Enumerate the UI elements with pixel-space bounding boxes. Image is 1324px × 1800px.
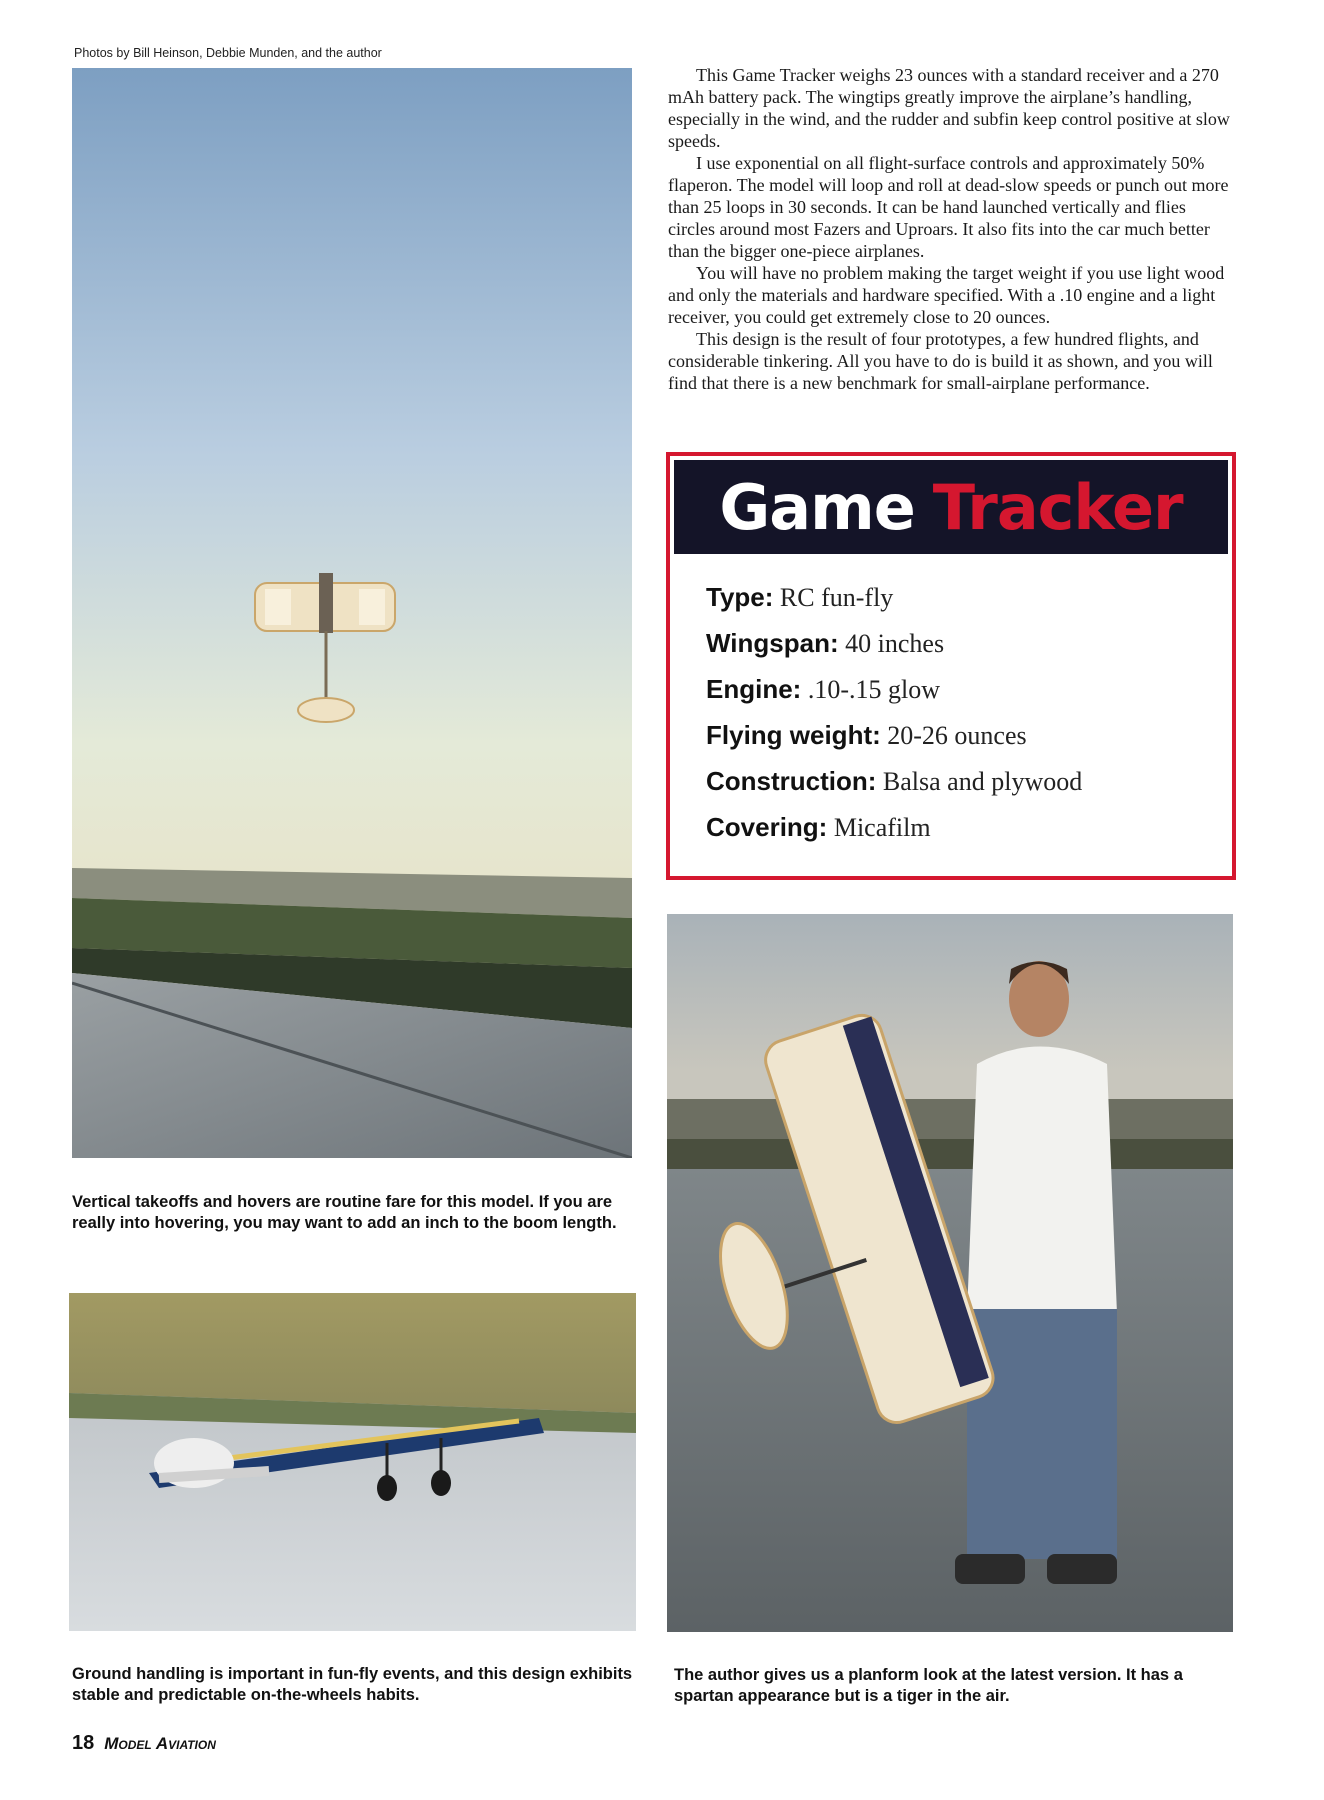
spec-label: Type: [706, 582, 774, 612]
body-paragraph: This design is the result of four prototypes, a few hundred flights, and considerable tinkering. All you have to do is build it as shown, and you will find that there is a new benchmark for small-airplane performance. [668, 329, 1213, 393]
author-holding-plane-photo [667, 914, 1233, 1632]
spec-title-game: Game [719, 470, 915, 544]
caption-ground: Ground handling is important in fun-fly events, and this design exhibits stable and predictable on-the-wheels habits. [72, 1665, 633, 1704]
spec-label: Engine: [706, 674, 802, 704]
spec-row-type [706, 580, 1212, 626]
spec-box [666, 452, 1236, 880]
caption-hover: Vertical takeoffs and hovers are routine fare for this model. If you are really into hovering, you may want to add an inch to the boom length. [72, 1193, 617, 1232]
magazine-name: Model Aviation [104, 1734, 216, 1753]
spec-value: .10-.15 glow [807, 675, 941, 704]
article-body [668, 64, 1236, 394]
spec-label: Flying weight: [706, 720, 881, 750]
spec-box-title [674, 460, 1228, 554]
page-number: 18 [72, 1732, 95, 1754]
body-paragraph: This Game Tracker weighs 23 ounces with a standard receiver and a 270 mAh battery pack. The wingtips greatly improve the airplane’s handling, especially in the wind, and the rudder and subfin keep control positive at slow speeds. [668, 65, 1230, 151]
spec-row-covering [706, 810, 1212, 856]
caption-author: The author gives us a planform look at the latest version. It has a spartan appearance but is a tiger in the air. [674, 1666, 1183, 1705]
spec-row-engine [706, 672, 1212, 718]
body-paragraph: I use exponential on all flight-surface controls and approximately 50% flaperon. The model will loop and roll at dead-slow speeds or punch out more than 25 loops in 30 seconds. It can be hand launched vertically and flies circles around most Fazers and Uproars. It also fits into the car much better than the bigger one-piece airplanes. [668, 153, 1229, 261]
spec-value: 20-26 ounces [887, 721, 1027, 750]
spec-label: Wingspan: [706, 628, 839, 658]
spec-row-wingspan [706, 626, 1212, 672]
spec-value: Micafilm [833, 813, 931, 842]
page-footer [72, 1732, 216, 1755]
spec-label: Covering: [706, 812, 828, 842]
spec-value: RC fun-fly [779, 583, 894, 612]
body-paragraph: You will have no problem making the target weight if you use light wood and only the materials and hardware specified. With a .10 engine and a light receiver, you could get extremely close to 20 ounces. [668, 263, 1225, 327]
hovering-plane-photo [72, 68, 632, 1158]
spec-value: Balsa and plywood [882, 767, 1083, 796]
spec-list [706, 580, 1212, 856]
spec-row-flying-weight [706, 718, 1212, 764]
spec-row-construction [706, 764, 1212, 810]
ground-handling-photo [69, 1293, 636, 1631]
spec-title-tracker: Tracker [932, 470, 1183, 544]
spec-value: 40 inches [845, 629, 945, 658]
photo-credit: Photos by Bill Heinson, Debbie Munden, and the author [74, 46, 382, 60]
spec-label: Construction: [706, 766, 877, 796]
